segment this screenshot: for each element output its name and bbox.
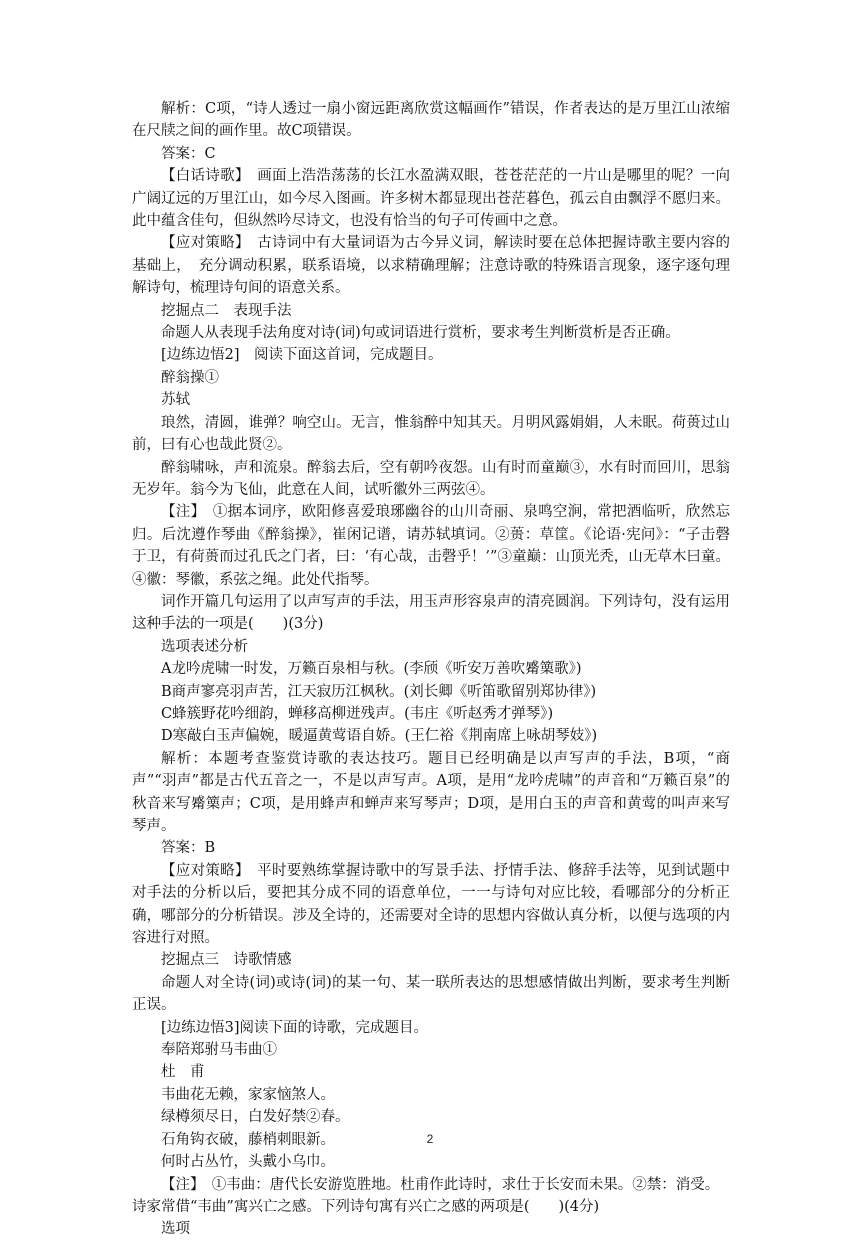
- option-d: D寒敲白玉声偏婉，暖逼黄莺语自娇。(王仁裕《荆南席上咏胡琴妓》): [161, 728, 598, 745]
- section-heading-3: 挖掘点三 诗歌情感: [161, 952, 292, 969]
- poem-stanza-1: 琅然，清圆，谁弹？响空山。无言，惟翁醉中知其天。月明风露娟娟，人未眠。荷蒉过山前，曰有心也哉此贤②。: [132, 414, 730, 454]
- section-intro-2: 命题人从表现手法角度对诗(词)句或词语进行赏析，要求考生判断赏析是否正确。: [161, 325, 680, 342]
- page-number: 2: [426, 1132, 434, 1146]
- poem-line-4: 何时占丛竹，头戴小乌巾。: [161, 1154, 335, 1171]
- option-b: B商声寥亮羽声苦，江天寂历江枫秋。(刘长卿《听笛歌留别郑协律》): [161, 683, 597, 700]
- page-body: [132, 98, 730, 1241]
- analysis-paragraph-2: 解析：本题考查鉴赏诗歌的表达技巧。题目已经明确是以声写声的手法，B项，“商声”“羽声”都是古代五音之一，不是以声写声。A项，是用“龙吟虎啸”的声音和“万籁百泉”的秋音来写觱篥声；C项，是用蜂声和蝉声来写琴声；D项，是用白玉的声音和黄莺的叫声来写琴声。: [132, 750, 730, 834]
- exercise-prompt-2: [边练边悟2] 阅读下面这首词，完成题目。: [161, 347, 443, 364]
- poem-line-1: 韦曲花无赖，家家恼煞人。: [161, 1086, 335, 1103]
- strategy-paragraph-1: 【应对策略】 古诗词中有大量词语为古今异义词，解读时要在总体把握诗歌主要内容的基础上， 充分调动积累，联系语境，以求精确理解；注意诗歌的特殊语言现象，逐字逐句理解诗句，梳理诗句间的语意关系。: [132, 235, 730, 297]
- exercise-prompt-3: [边练边悟3]阅读下面的诗歌，完成题目。: [161, 1019, 429, 1036]
- poem-author-3: 杜 甫: [161, 1064, 205, 1081]
- option-c: C蜂簇野花吟细韵，蝉移高柳迸残声。(韦庄《听赵秀才弹琴》): [161, 705, 554, 722]
- question-3: 诗家常借“韦曲”寓兴亡之感。下列诗句寓有兴亡之感的两项是( )(4分): [132, 1198, 600, 1215]
- poem-title-2: 醉翁操①: [161, 369, 219, 386]
- options-header: 选项表述分析: [161, 638, 248, 655]
- section-heading-2: 挖掘点二 表现手法: [161, 302, 292, 319]
- option-a: A龙吟虎啸一时发，万籁百泉相与秋。(李颀《听安万善吹觱篥歌》): [161, 661, 582, 678]
- poem-line-3: 石角钩衣破，藤梢刺眼新。: [161, 1131, 335, 1148]
- question-2: 词作开篇几句运用了以声写声的手法，用玉声形容泉声的清亮圆润。下列诗句，没有运用这种手法的一项是( )(3分): [132, 593, 730, 633]
- section-intro-3: 命题人对全诗(词)或诗(词)的某一句、某一联所表达的思想感情做出判断，要求考生判断正误。: [132, 974, 730, 1014]
- options-label: 选项: [161, 1221, 190, 1238]
- notes-paragraph-3: 【注】 ①韦曲：唐代长安游览胜地。杜甫作此诗时，求仕于长安而未果。②禁：消受。: [161, 1176, 720, 1193]
- poem-stanza-2: 醉翁啸咏，声和流泉。醉翁去后，空有朝吟夜怨。山有时而童巅③，水有时而回川，思翁无岁年。翁今为飞仙，此意在人间，试听徽外三两弦④。: [132, 459, 730, 498]
- poem-author-2: 苏轼: [161, 392, 190, 409]
- analysis-paragraph-1: 解析：C项，“诗人透过一扇小窗远距离欣赏这幅画作”错误，作者表达的是万里江山浓缩在尺牍之间的画作里。故C项错误。: [132, 101, 730, 140]
- vernacular-poem-paragraph: 【白话诗歌】 画面上浩浩荡荡的长江水盈满双眼，苍苍茫茫的一片山是哪里的呢？一向广阔辽远的万里江山，如今尽入图画。许多树木都显现出苍茫暮色，孤云自由飘浮不愿归来。此中蕴含佳句，但纵然吟尽诗文，也没有恰当的句子可传画中之意。: [132, 168, 730, 230]
- poem-line-2: 绿樽须尽日，白发好禁②春。: [161, 1109, 350, 1126]
- strategy-paragraph-2: 【应对策略】 平时要熟练掌握诗歌中的写景手法、抒情手法、修辞手法等，见到试题中对手法的分析以后，要把其分成不同的语意单位，一一与诗句对应比较，看哪部分的分析正确，哪部分的分析错误。涉及全诗的，还需要对全诗的思想内容做认真分析，以便与选项的内容进行对照。: [132, 862, 730, 947]
- poem-title-3: 奉陪郑驸马韦曲①: [161, 1042, 277, 1059]
- notes-paragraph-2: 【注】 ①据本词序，欧阳修喜爱琅琊幽谷的山川奇丽、泉鸣空涧，常把酒临听，欣然忘归。后沈遵作琴曲《醉翁操》，崔闲记谱，请苏轼填词。②蒉：草筐。《论语·宪问》：“子击磬于卫，有荷蒉而过孔氏之门者，曰：‘有心哉，击磬乎！’”③童巅：山顶光秃，山无草木曰童。④徽：琴徽，系弦之绳。此处代指琴。: [132, 504, 730, 588]
- answer-1: 答案：C: [161, 145, 216, 162]
- answer-2: 答案：B: [161, 840, 216, 857]
